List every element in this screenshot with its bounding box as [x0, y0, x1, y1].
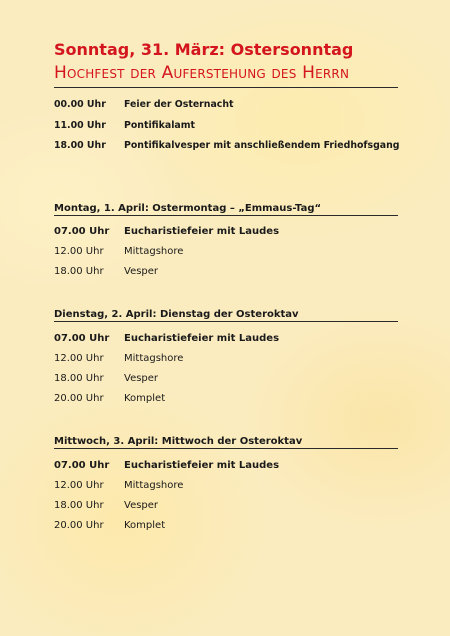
time: 20.00 Uhr	[54, 520, 104, 531]
service-name: Mittagshore	[124, 353, 184, 364]
divider	[54, 448, 398, 449]
service-name: Eucharistiefeier mit Laudes	[124, 333, 280, 344]
service-name: Eucharistiefeier mit Laudes	[124, 460, 280, 471]
time: 20.00 Uhr	[54, 393, 104, 404]
time: 12.00 Uhr	[54, 246, 104, 257]
feast-title: Hochfest der Auferstehung des Herrn	[54, 63, 350, 83]
time: 18.00 Uhr	[54, 266, 104, 277]
service-name: Pontifikalamt	[124, 120, 195, 131]
time: 12.00 Uhr	[54, 353, 104, 364]
service-name: Mittagshore	[124, 480, 184, 491]
service-name: Komplet	[124, 393, 166, 404]
time: 00.00 Uhr	[54, 99, 106, 110]
time: 18.00 Uhr	[54, 500, 104, 511]
divider	[54, 87, 398, 88]
easter-sunday-heading: Sonntag, 31. März: Ostersonntag	[54, 40, 354, 59]
service-name: Vesper	[124, 500, 159, 511]
divider	[54, 321, 398, 322]
time: 11.00 Uhr	[54, 120, 106, 131]
time: 07.00 Uhr	[54, 460, 110, 471]
service-name: Komplet	[124, 520, 166, 531]
divider	[54, 215, 398, 216]
service-name: Eucharistiefeier mit Laudes	[124, 226, 280, 237]
service-name: Feier der Osternacht	[124, 99, 234, 110]
time: 18.00 Uhr	[54, 140, 106, 151]
tuesday-heading: Dienstag, 2. April: Dienstag der Osteroktav	[54, 309, 299, 320]
wednesday-heading: Mittwoch, 3. April: Mittwoch der Osteroktav	[54, 436, 303, 447]
service-name: Pontifikalvesper mit anschließendem Friedhofsgang	[124, 140, 400, 151]
time: 07.00 Uhr	[54, 333, 110, 344]
time: 07.00 Uhr	[54, 226, 110, 237]
service-name: Vesper	[124, 373, 159, 384]
monday-heading: Montag, 1. April: Ostermontag – „Emmaus-Tag“	[54, 203, 322, 214]
time: 18.00 Uhr	[54, 373, 104, 384]
time: 12.00 Uhr	[54, 480, 104, 491]
service-name: Vesper	[124, 266, 159, 277]
service-name: Mittagshore	[124, 246, 184, 257]
